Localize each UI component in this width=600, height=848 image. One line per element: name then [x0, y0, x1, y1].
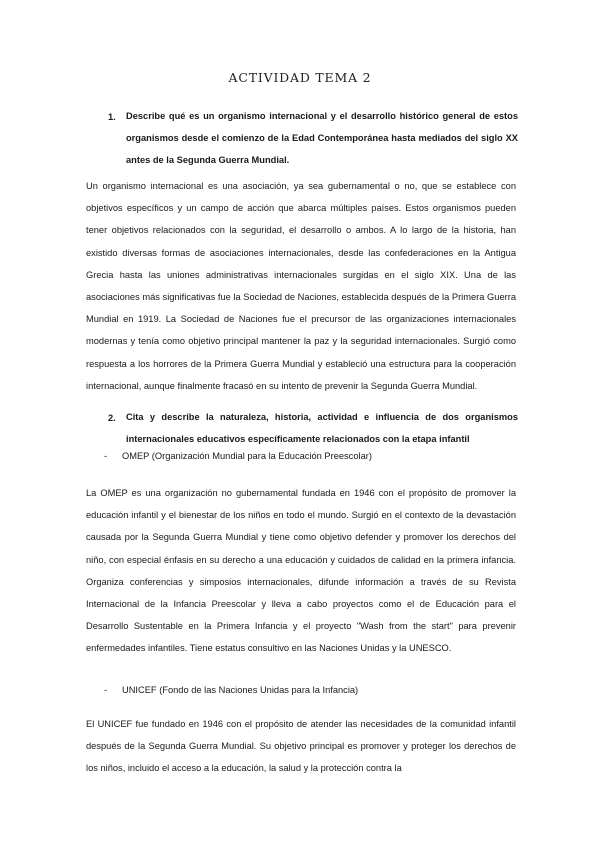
- question-2-number: 2.: [108, 413, 116, 423]
- answer-1-paragraph: Un organismo internacional es una asociación, ya sea gubernamental o no, que se establece con objetivos específicos y un campo de acción que abarca múltiples países. Estos organismos pueden tener objetivos relacionados con la seguridad, el desarrollo o ambos. A lo largo de la historia, han existido diversas formas de asociaciones internacionales, desde las confederaciones en la Antigua Grecia hasta las uniones administrativas internacionales surgidas en el siglo XIX. Una de las asociaciones más significativas fue la Sociedad de Naciones, establecida después de la Primera Guerra Mundial en 1919. La Sociedad de Naciones fue el precursor de las organizaciones internacionales modernas y tenía como objetivo principal mantener la paz y la seguridad internacionales. Surgió como respuesta a los horrores de la Primera Guerra Mundial y estableció una estructura para la cooperación internacional, aunque finalmente fracasó en su intento de prevenir la Segunda Guerra Mundial.: [86, 181, 516, 391]
- unicef-heading: UNICEF (Fondo de las Naciones Unidas para la Infancia): [122, 685, 359, 695]
- unicef-bullet-dash: -: [104, 685, 108, 695]
- question-1-number: 1.: [108, 112, 116, 122]
- omep-bullet-dash: -: [104, 451, 108, 461]
- document-title: ACTIVIDAD TEMA 2: [228, 70, 372, 85]
- omep-paragraph: La OMEP es una organización no gubernamental fundada en 1946 con el propósito de promover la educación infantil y el bienestar de los niños en todo el mundo. Surgió en el contexto de la devastación causada por la Segunda Guerra Mundial y tiene como objetivo defender y promover los derechos del niño, con especial énfasis en su derecho a una educación y cuidados de calidad en la primera infancia. Organiza conferencias y simposios internacionales, difunde información a través de su Revista Internacional de la Infancia Preescolar y lleva a cabo proyectos como el de Educación para el Desarrollo Sustentable en la Primera Infancia y el proyecto "Wash from the start" para prevenir enfermedades infantiles. Tiene estatus consultivo en las Naciones Unidas y la UNESCO.: [86, 488, 516, 654]
- omep-heading: OMEP (Organización Mundial para la Educación Preescolar): [122, 451, 372, 461]
- question-2-text: Cita y describe la naturaleza, historia, actividad e influencia de dos organismos internacionales educativos específicamente relacionados con la etapa infantil: [126, 412, 518, 444]
- question-1-text: Describe qué es un organismo internacional y el desarrollo histórico general de estos organismos desde el comienzo de la Edad Contemporánea hasta mediados del siglo XX antes de la Segunda Guerra Mundial.: [126, 111, 518, 165]
- unicef-paragraph: El UNICEF fue fundado en 1946 con el propósito de atender las necesidades de la comunidad infantil después de la Segunda Guerra Mundial. Su objetivo principal es promover y proteger los derechos de los niños, incluido el acceso a la educación, la salud y la protección contra la: [86, 719, 516, 774]
